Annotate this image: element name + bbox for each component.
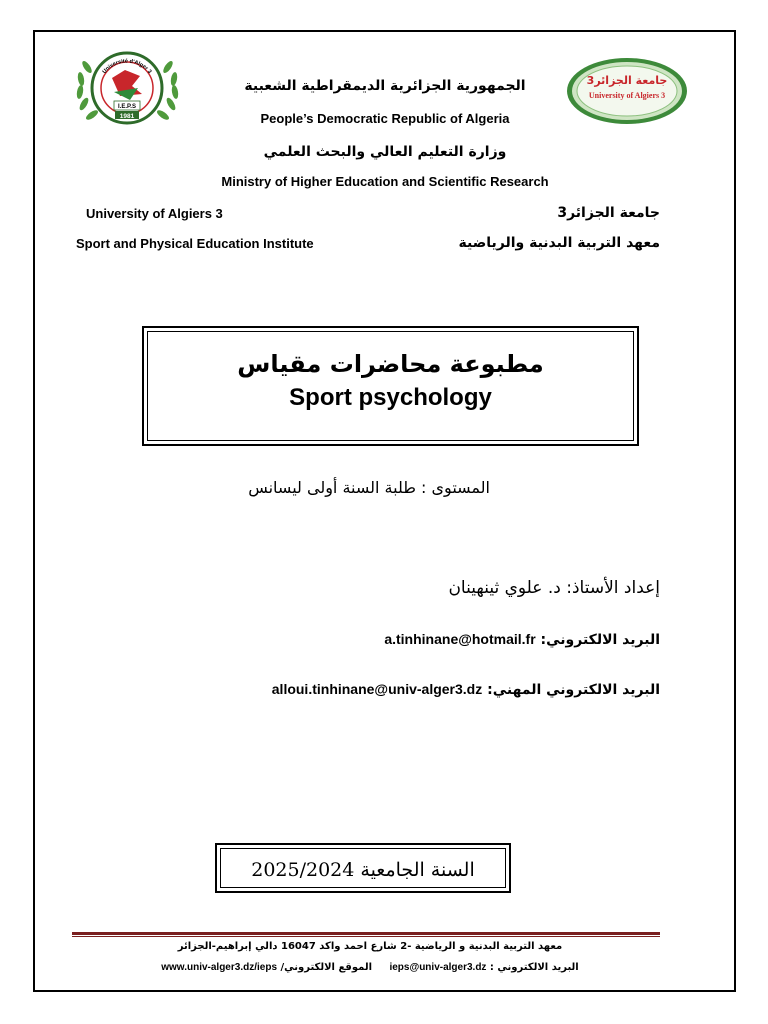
- email-address[interactable]: a.tinhinane@hotmail.fr: [384, 631, 536, 647]
- pro-email-label: البريد الالكتروني المهني:: [487, 682, 660, 698]
- ministry-arabic: وزارة التعليم العالي والبحث العلمي: [263, 144, 507, 160]
- logo-arabic-text: جامعة الجزائر3: [586, 74, 668, 87]
- footer-rule-thin: [72, 936, 660, 937]
- course-title-english: Sport psychology: [289, 384, 492, 411]
- footer-address: معهد التربية البدنية و الرياضية -2 شارع احمد واكد 16047 دالي إبراهيم-الجزائر: [177, 941, 563, 952]
- academic-year: السنة الجامعية 2025/2024: [220, 848, 506, 888]
- pro-email-row: [200, 681, 660, 698]
- logo-year-text: 1981: [119, 113, 135, 120]
- course-title-arabic: مطبوعة محاضرات مقياس: [237, 350, 544, 378]
- email-label: البريد الالكتروني:: [540, 632, 660, 648]
- footer-email[interactable]: ieps@univ-alger3.dz: [389, 962, 487, 973]
- footer-website[interactable]: www.univ-alger3.dz/ieps: [161, 962, 278, 973]
- footer-contacts: [60, 962, 680, 973]
- academic-year-box: [215, 843, 511, 893]
- pro-email-address[interactable]: alloui.tinhinane@univ-alger3.dz: [271, 681, 483, 697]
- ministry-english: Ministry of Higher Education and Scientific Research: [221, 174, 549, 189]
- title-box-inner: [147, 331, 634, 441]
- institute-english: Sport and Physical Education Institute: [76, 236, 314, 251]
- study-level: المستوى : طلبة السنة أولى ليسانس: [248, 478, 490, 497]
- logo-latin-text: University of Algiers 3: [588, 91, 666, 100]
- logo-ieps-text: I.E.P.S: [118, 104, 136, 110]
- republic-arabic: الجمهورية الجزائرية الديمقراطية الشعبية: [244, 78, 526, 94]
- email-row: [200, 631, 660, 648]
- republic-english: People’s Democratic Republic of Algeria: [260, 111, 510, 126]
- university-arabic: جامعة الجزائر3: [557, 205, 660, 221]
- university-english: University of Algiers 3: [86, 206, 223, 221]
- title-box: [142, 326, 639, 446]
- footer-website-label: الموقع الالكتروني/: [280, 962, 373, 973]
- footer-rule: [72, 932, 660, 935]
- logo-arc-text: Université d'Alger 3: [101, 58, 153, 76]
- institute-arabic: معهد التربية البدنية والرياضية: [458, 235, 660, 251]
- footer-email-label: البريد الالكتروني :: [489, 962, 579, 973]
- prepared-by: إعداد الأستاذ: د. علوي ثينهينان: [448, 578, 660, 598]
